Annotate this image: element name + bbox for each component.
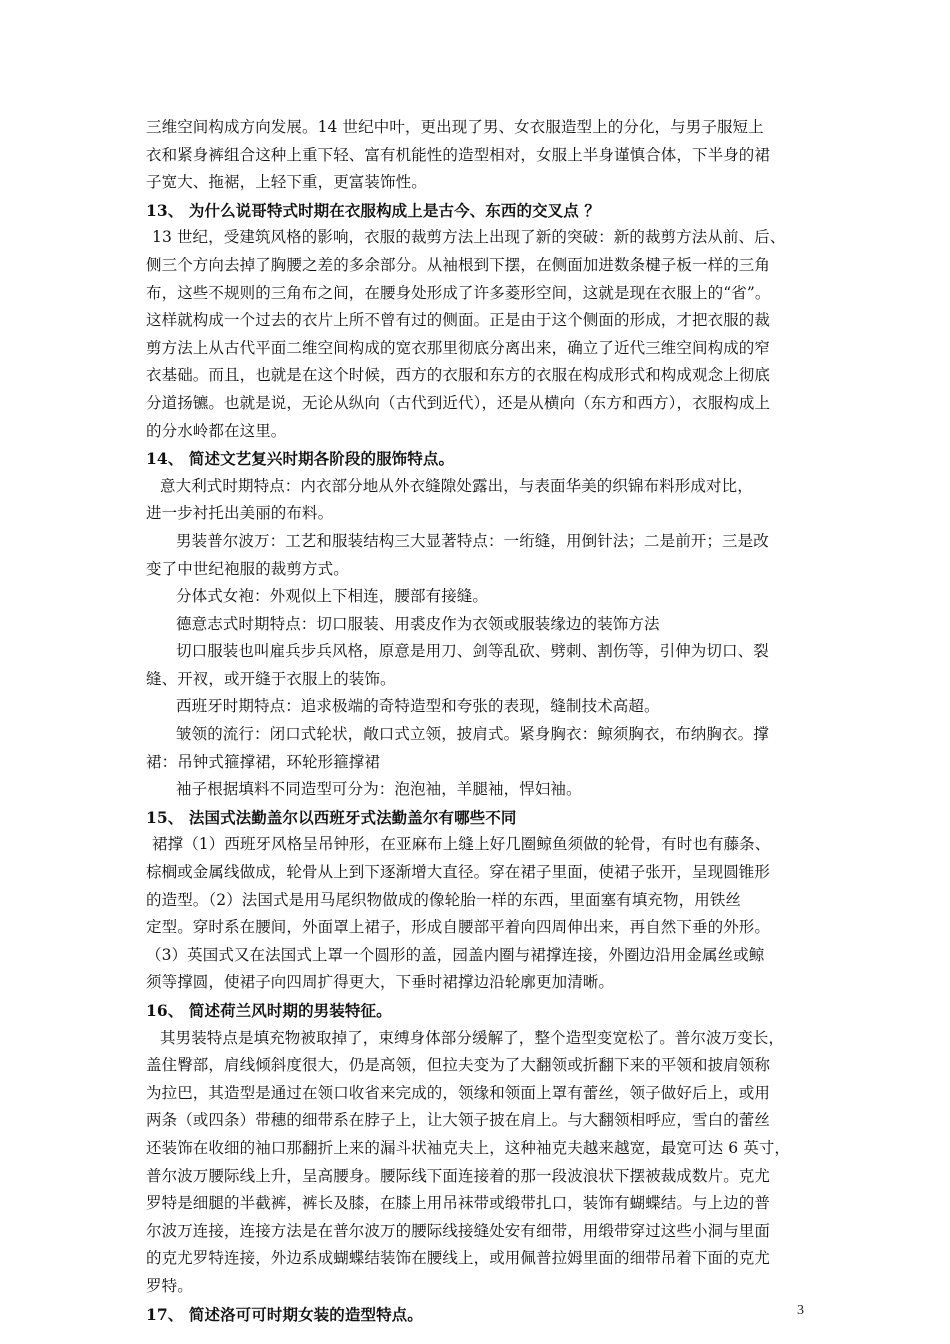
- text-line: 尔波万连接，连接方法是在普尔波万的腰际线接缝处安有细带，用缎带穿过这些小洞与里面: [146, 1221, 771, 1240]
- text-line: 皱领的流行：闭口式轮状，敞口式立领，披肩式。紧身胸衣：鲸须胸衣，布纳胸衣。撑: [176, 725, 769, 744]
- text-line: 裙：吊钟式箍撑裙，环轮形箍撑裙: [146, 752, 381, 771]
- text-line: 子宽大、拖裾，上轻下重，更富装饰性。: [146, 173, 427, 192]
- text-line: 意大利式时期特点：内衣部分地从外衣缝隙处露出，与表面华美的织锦布料形成对比，: [160, 476, 753, 495]
- text-line: 的造型。（2）法国式是用马尾织物做成的像轮胎一样的东西，里面塞有填充物，用铁丝: [146, 890, 742, 909]
- text-line: 棕榈或金属线做成，轮骨从上到下逐渐增大直径。穿在裙子里面，使裙子张开，呈现圆锥形: [146, 863, 771, 882]
- text-line: 布，这些不规则的三角布之间，在腰身处形成了许多菱形空间，这就是现在衣服上的“省”。: [146, 283, 771, 302]
- text-line: 须等撑圆，使裙子向四周扩得更大，下垂时裙撑边沿轮廓更加清晰。: [146, 973, 615, 992]
- text-line: 罗特是细腿的半截裤，裤长及膝，在膝上用吊袜带或缎带扎口，装饰有蝴蝶结。与上边的普: [146, 1194, 771, 1213]
- page-body-text: [146, 114, 808, 1328]
- text-line: 分体式女袍：外观似上下相连，腰部有接缝。: [176, 587, 489, 606]
- text-line: 还装饰在收细的袖口那翻折上来的漏斗状袖克夫上，这种袖克夫越来越宽，最宽可达 6 英寸，: [146, 1138, 791, 1157]
- text-line: 缝、开衩，或开缝于衣服上的装饰。: [146, 669, 396, 688]
- text-line: 盖住臀部，肩线倾斜度很大，仍是高领，但拉夫变为了大翻领或折翻下来的平领和披肩领称: [146, 1056, 771, 1075]
- question-heading: 13、 为什么说哥特式时期在衣服构成上是古今、东西的交叉点 ？: [146, 200, 600, 220]
- text-line: 两条（或四条）带穗的细带系在脖子上，让大领子披在肩上。与大翻领相呼应，雪白的蕾丝: [146, 1111, 771, 1130]
- text-line: 的克尤罗特连接，外边系成蝴蝶结装饰在腰线上，或用佩普拉姆里面的细带吊着下面的克尤: [146, 1249, 771, 1268]
- text-line: 其男装特点是填充物被取掉了，束缚身体部分缓解了，整个造型变宽松了。普尔波万变长，: [160, 1028, 785, 1047]
- text-line: 剪方法上从古代平面二维空间构成的宽衣那里彻底分离出来，确立了近代三维空间构成的窄: [146, 338, 771, 357]
- text-line: 男装普尔波万：工艺和服装结构三大显著特点：一绗缝，用倒针法；二是前开；三是改: [176, 531, 769, 550]
- text-line: 变了中世纪袍服的裁剪方式。: [146, 559, 349, 578]
- text-line: 分道扬镳。也就是说，无论从纵向（古代到近代），还是从横向（东方和西方），衣服构成上: [146, 393, 771, 412]
- question-heading: 17、 简述洛可可时期女装的造型特点。: [146, 1304, 423, 1324]
- text-line: 普尔波万腰际线上升，呈高腰身。腰际线下面连接着的那一段波浪状下摆被裁成数片。克尤: [146, 1166, 771, 1185]
- text-line: 切口服装也叫雇兵步兵风格，原意是用刀、剑等乱砍、劈刺、割伤等，引伸为切口、裂: [176, 642, 769, 661]
- text-line: 德意志式时期特点：切口服装、用裘皮作为衣领或服装缘边的装饰方法: [176, 614, 660, 633]
- text-line: 衣和紧身裤组合这种上重下轻、富有机能性的造型相对，女服上半身谨慎合体，下半身的裙: [146, 145, 771, 164]
- text-line: 这样就构成一个过去的衣片上所不曾有过的侧面。正是由于这个侧面的形成，才把衣服的裁: [146, 311, 771, 330]
- text-line: 袖子根据填料不同造型可分为：泡泡袖，羊腿袖，悍妇袖。: [176, 780, 582, 799]
- text-line: 三维空间构成方向发展。14 世纪中叶，更出现了男、女衣服造型上的分化，与男子服短上: [146, 118, 764, 136]
- text-line: 衣基础。而且，也就是在这个时候，西方的衣服和东方的衣服在构成形式和构成观念上彻底: [146, 366, 771, 385]
- text-line: 为拉巴，其造型是通过在领口收省来完成的，领缘和领面上罩有蕾丝，领子做好后上，或用: [146, 1083, 771, 1102]
- question-heading: 16、 简述荷兰风时期的男装特征。: [146, 1001, 392, 1020]
- question-heading: 15、 法国式法勤盖尔以西班牙式法勤盖尔有哪些不同: [146, 807, 517, 827]
- page-number: 3: [797, 1303, 804, 1318]
- text-line: 罗特。: [146, 1276, 193, 1295]
- text-line: 的分水岭都在这里。: [146, 421, 287, 440]
- text-line: 13 世纪，受建筑风格的影响，衣服的裁剪方法上出现了新的突破：新的裁剪方法从前、后、: [152, 228, 786, 247]
- text-line: 侧三个方向去掉了胸腰之差的多余部分。从袖根到下摆，在侧面加进数条楗子板一样的三角: [146, 255, 771, 274]
- question-heading: 14、 简述文艺复兴时期各阶段的服饰特点。: [146, 449, 455, 469]
- text-line: 西班牙时期特点：追求极端的奇特造型和夸张的表现，缝制技术高超。: [176, 697, 660, 716]
- text-line: 定型。穿时系在腰间，外面罩上裙子，形成自腰部平着向四周伸出来，再自然下垂的外形。: [146, 918, 771, 937]
- text-line: （3）英国式又在法国式上罩一个圆形的盖，园盖内圈与裙撑连接，外圈边沿用金属丝或鲸: [146, 945, 765, 964]
- text-line: 裙撑（1）西班牙风格呈吊钟形，在亚麻布上缝上好几圈鲸鱼须做的轮骨，有时也有藤条、: [152, 835, 771, 854]
- text-line: 进一步衬托出美丽的布料。: [146, 504, 334, 523]
